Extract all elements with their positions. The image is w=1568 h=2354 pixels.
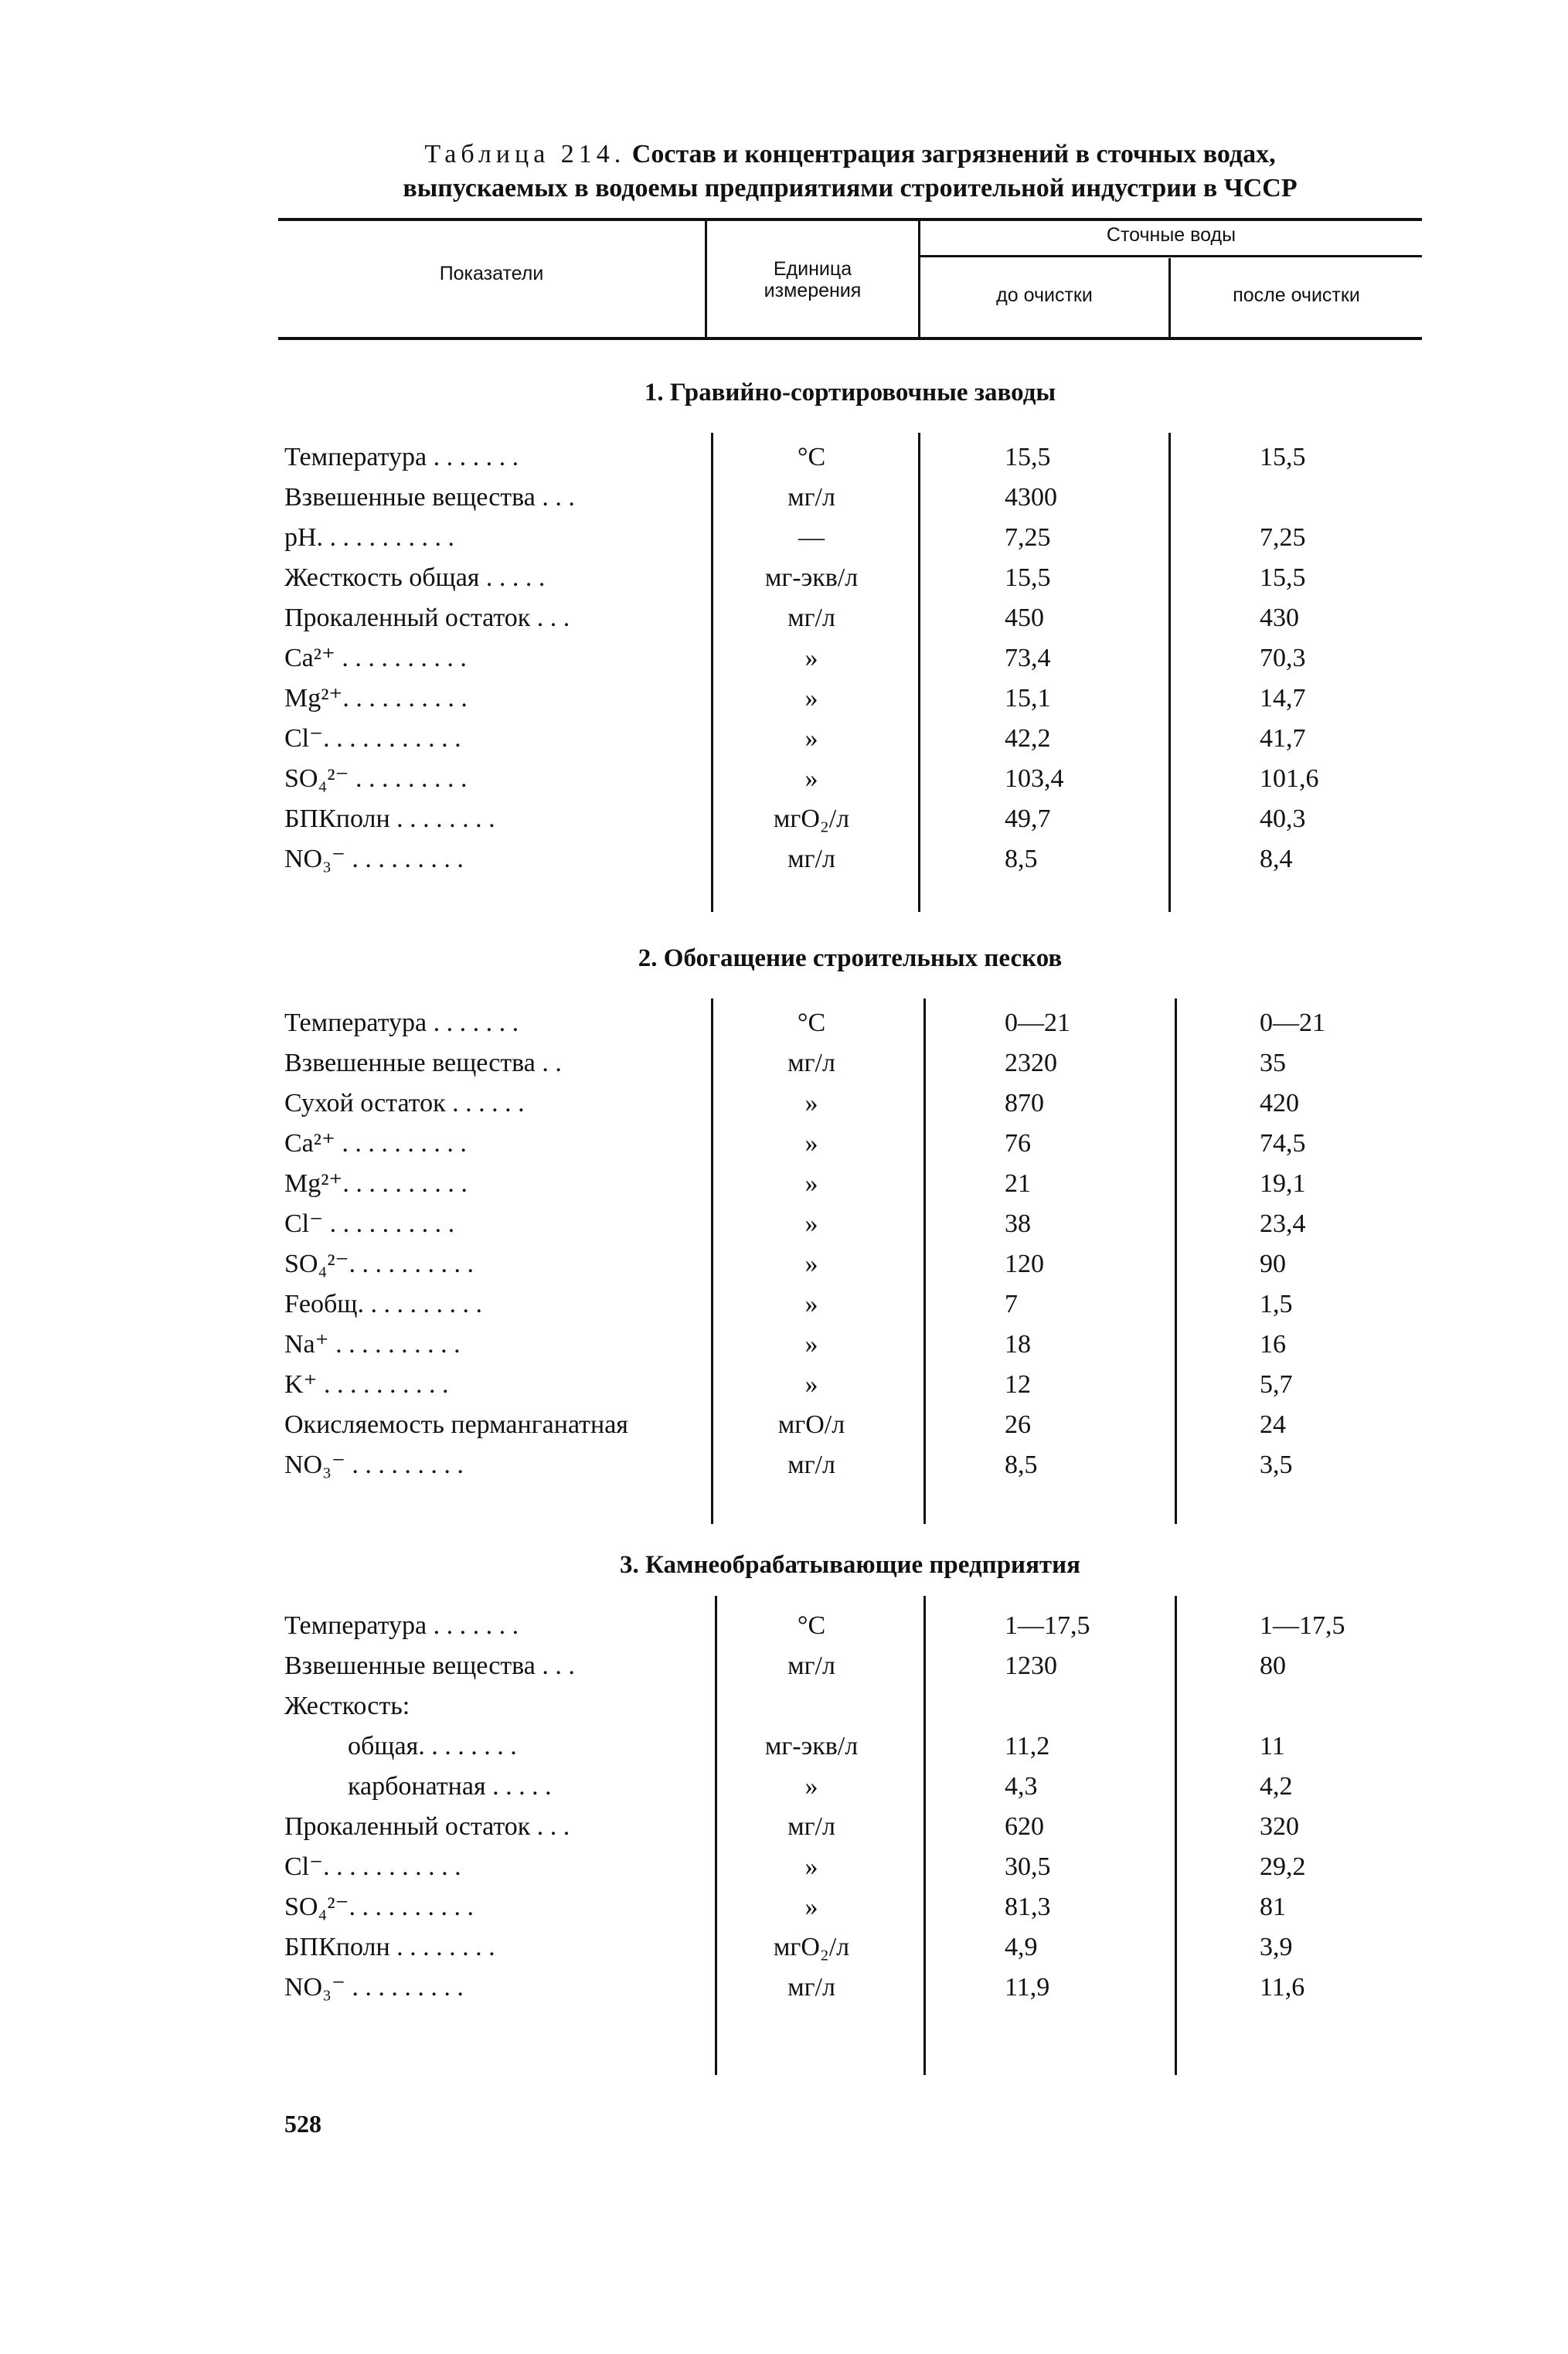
header-unit bbox=[707, 258, 918, 301]
before-treatment-value: 450 bbox=[1005, 604, 1044, 632]
indicator-label: Cl⁻. . . . . . . . . . . bbox=[284, 724, 461, 753]
before-treatment-value: 8,5 bbox=[1005, 845, 1038, 873]
before-treatment-value: 870 bbox=[1005, 1089, 1044, 1117]
caption-prefix: Таблица 214. bbox=[424, 140, 626, 168]
before-treatment-value: 0—21 bbox=[1005, 1009, 1070, 1037]
after-treatment-value: 29,2 bbox=[1260, 1852, 1306, 1881]
table-row bbox=[0, 839, 1568, 879]
header-before: до очистки bbox=[996, 284, 1093, 306]
unit-cell: мг-экв/л bbox=[764, 563, 859, 592]
before-treatment-value: 15,5 bbox=[1005, 443, 1051, 471]
unit-cell: » bbox=[804, 1089, 818, 1117]
table-row bbox=[0, 1244, 1568, 1284]
before-treatment-value: 7,25 bbox=[1005, 523, 1051, 552]
table-row bbox=[0, 1325, 1568, 1365]
after-treatment-value: 5,7 bbox=[1260, 1370, 1293, 1399]
indicator-label: БПКполн . . . . . . . . bbox=[284, 1933, 495, 1961]
indicator-label: Взвешенные вещества . . bbox=[284, 1049, 562, 1077]
caption-text-1: Состав и концентрация загрязнений в сточных водах, bbox=[631, 140, 1276, 168]
after-treatment-value: 8,4 bbox=[1260, 845, 1293, 873]
indicator-label: NO₃⁻ . . . . . . . . . bbox=[284, 1973, 464, 2002]
table-row bbox=[0, 1284, 1568, 1325]
after-treatment-value: 15,5 bbox=[1260, 563, 1306, 592]
header-group-rule bbox=[920, 255, 1422, 257]
indicator-label: Сухой остаток . . . . . . bbox=[284, 1089, 525, 1117]
unit-cell: » bbox=[804, 1209, 818, 1238]
after-treatment-value: 35 bbox=[1260, 1049, 1286, 1077]
indicator-label: Жесткость: bbox=[284, 1692, 410, 1720]
unit-cell: мгO₂/л bbox=[773, 1933, 850, 1961]
unit-cell: мг-экв/л bbox=[764, 1732, 859, 1760]
table-row bbox=[0, 799, 1568, 839]
table-row bbox=[0, 1646, 1568, 1686]
after-treatment-value: 90 bbox=[1260, 1250, 1286, 1278]
indicator-label: Прокаленный остаток . . . bbox=[284, 1812, 570, 1841]
after-treatment-value: 7,25 bbox=[1260, 523, 1306, 552]
after-treatment-value: 1—17,5 bbox=[1260, 1611, 1345, 1640]
after-treatment-value: 420 bbox=[1260, 1089, 1299, 1117]
unit-cell: » bbox=[804, 1852, 818, 1881]
indicator-label: Na⁺ . . . . . . . . . . bbox=[284, 1330, 461, 1359]
unit-cell: мгO₂/л bbox=[773, 805, 850, 833]
after-treatment-value: 74,5 bbox=[1260, 1129, 1306, 1158]
table-row bbox=[0, 1365, 1568, 1405]
after-treatment-value: 1,5 bbox=[1260, 1290, 1293, 1318]
before-treatment-value: 2320 bbox=[1005, 1049, 1057, 1077]
unit-cell: » bbox=[804, 1772, 818, 1801]
table-row bbox=[0, 1968, 1568, 2008]
after-treatment-value: 70,3 bbox=[1260, 644, 1306, 672]
header-wastewater: Сточные воды bbox=[1106, 224, 1236, 246]
unit-cell: мг/л bbox=[787, 1049, 835, 1077]
table-row bbox=[0, 1927, 1568, 1968]
after-treatment-value: 430 bbox=[1260, 604, 1299, 632]
unit-cell: » bbox=[804, 1169, 818, 1198]
indicator-label: Взвешенные вещества . . . bbox=[284, 483, 575, 512]
indicator-label: Cl⁻. . . . . . . . . . . bbox=[284, 1852, 461, 1881]
before-treatment-value: 103,4 bbox=[1005, 764, 1064, 793]
unit-cell: » bbox=[804, 1370, 818, 1399]
after-treatment-value: 40,3 bbox=[1260, 805, 1306, 833]
unit-cell: » bbox=[804, 1893, 818, 1921]
indicator-label: Feобщ. . . . . . . . . . bbox=[284, 1290, 482, 1318]
before-treatment-value: 73,4 bbox=[1005, 644, 1051, 672]
before-treatment-value: 11,9 bbox=[1005, 1973, 1050, 2002]
table-row bbox=[0, 1405, 1568, 1445]
unit-cell: » bbox=[804, 1290, 818, 1318]
before-treatment-value: 26 bbox=[1005, 1410, 1031, 1439]
unit-cell: » bbox=[804, 764, 818, 793]
before-treatment-value: 38 bbox=[1005, 1209, 1031, 1238]
before-treatment-value: 11,2 bbox=[1005, 1732, 1050, 1760]
indicator-label: Mg²⁺. . . . . . . . . . bbox=[284, 1169, 468, 1198]
table-row bbox=[0, 679, 1568, 719]
unit-cell: мг/л bbox=[787, 604, 835, 632]
table-row bbox=[0, 1003, 1568, 1043]
after-treatment-value: 15,5 bbox=[1260, 443, 1306, 471]
after-treatment-value: 3,5 bbox=[1260, 1451, 1293, 1479]
after-treatment-value: 3,9 bbox=[1260, 1933, 1293, 1961]
before-treatment-value: 120 bbox=[1005, 1250, 1044, 1278]
table-row bbox=[0, 478, 1568, 518]
after-treatment-value: 11 bbox=[1260, 1732, 1285, 1760]
after-treatment-value: 23,4 bbox=[1260, 1209, 1306, 1238]
indicator-label: Окисляемость перманганатная bbox=[284, 1410, 628, 1439]
after-treatment-value: 101,6 bbox=[1260, 764, 1319, 793]
indicator-label: БПКполн . . . . . . . . bbox=[284, 805, 495, 833]
after-treatment-value: 80 bbox=[1260, 1652, 1286, 1680]
indicator-label: Взвешенные вещества . . . bbox=[284, 1652, 575, 1680]
before-treatment-value: 49,7 bbox=[1005, 805, 1051, 833]
unit-cell: мг/л bbox=[787, 1451, 835, 1479]
table-row bbox=[0, 1767, 1568, 1807]
unit-cell: » bbox=[804, 1330, 818, 1359]
before-treatment-value: 18 bbox=[1005, 1330, 1031, 1359]
header-unit-line-1: Единица bbox=[773, 258, 852, 280]
indicator-label: SO₄²⁻. . . . . . . . . . bbox=[284, 1893, 474, 1921]
before-treatment-value: 15,5 bbox=[1005, 563, 1051, 592]
before-treatment-value: 8,5 bbox=[1005, 1451, 1038, 1479]
before-treatment-value: 12 bbox=[1005, 1370, 1031, 1399]
before-treatment-value: 30,5 bbox=[1005, 1852, 1051, 1881]
indicator-label: NO₃⁻ . . . . . . . . . bbox=[284, 1451, 464, 1479]
table-row bbox=[0, 1083, 1568, 1124]
indicator-label: Прокаленный остаток . . . bbox=[284, 604, 570, 632]
unit-cell: » bbox=[804, 644, 818, 672]
unit-cell: °С bbox=[797, 443, 826, 471]
table-row bbox=[0, 1606, 1568, 1646]
after-treatment-value: 16 bbox=[1260, 1330, 1286, 1359]
table-row bbox=[0, 1164, 1568, 1204]
unit-cell: » bbox=[804, 724, 818, 753]
table-row bbox=[0, 598, 1568, 638]
indicator-label: карбонатная . . . . . bbox=[348, 1772, 552, 1801]
table-caption bbox=[278, 138, 1422, 206]
after-treatment-value: 0—21 bbox=[1260, 1009, 1325, 1037]
indicator-label: SO₄²⁻ . . . . . . . . . bbox=[284, 764, 468, 793]
table-row bbox=[0, 1807, 1568, 1847]
table-row bbox=[0, 558, 1568, 598]
before-treatment-value: 4300 bbox=[1005, 483, 1057, 512]
before-treatment-value: 76 bbox=[1005, 1129, 1031, 1158]
indicator-label: Cl⁻ . . . . . . . . . . bbox=[284, 1209, 455, 1238]
unit-cell: мг/л bbox=[787, 1973, 835, 2002]
after-treatment-value: 4,2 bbox=[1260, 1772, 1293, 1801]
unit-cell: » bbox=[804, 684, 818, 713]
indicator-label: K⁺ . . . . . . . . . . bbox=[284, 1370, 449, 1399]
indicator-label: Ca²⁺ . . . . . . . . . . bbox=[284, 1129, 467, 1158]
unit-cell: мг/л bbox=[787, 483, 835, 512]
indicator-label: SO₄²⁻. . . . . . . . . . bbox=[284, 1250, 474, 1278]
before-treatment-value: 15,1 bbox=[1005, 684, 1051, 713]
section-title: 2. Обогащение строительных песков bbox=[638, 944, 1063, 972]
unit-cell: мгO/л bbox=[777, 1410, 845, 1439]
unit-cell: — bbox=[798, 523, 825, 552]
section-title: 1. Гравийно-сортировочные заводы bbox=[644, 379, 1056, 407]
before-treatment-value: 4,9 bbox=[1005, 1933, 1038, 1961]
after-treatment-value: 19,1 bbox=[1260, 1169, 1306, 1198]
indicator-label: Температура . . . . . . . bbox=[284, 1611, 519, 1640]
unit-cell: » bbox=[804, 1129, 818, 1158]
caption-line-1 bbox=[278, 138, 1422, 172]
indicator-label: общая. . . . . . . . bbox=[348, 1732, 517, 1760]
indicator-label: Mg²⁺. . . . . . . . . . bbox=[284, 684, 468, 713]
indicator-label: Температура . . . . . . . bbox=[284, 1009, 519, 1037]
before-treatment-value: 42,2 bbox=[1005, 724, 1051, 753]
before-treatment-value: 81,3 bbox=[1005, 1893, 1051, 1921]
table-row bbox=[0, 1204, 1568, 1244]
before-treatment-value: 4,3 bbox=[1005, 1772, 1038, 1801]
table-row bbox=[0, 1847, 1568, 1887]
indicator-label: NO₃⁻ . . . . . . . . . bbox=[284, 845, 464, 873]
table-row bbox=[0, 638, 1568, 679]
table-row bbox=[0, 1887, 1568, 1927]
table-row bbox=[0, 719, 1568, 759]
unit-cell: °С bbox=[797, 1009, 826, 1037]
table-row bbox=[0, 1043, 1568, 1083]
after-treatment-value: 14,7 bbox=[1260, 684, 1306, 713]
before-treatment-value: 21 bbox=[1005, 1169, 1031, 1198]
after-treatment-value: 11,6 bbox=[1260, 1973, 1305, 2002]
before-treatment-value: 1230 bbox=[1005, 1652, 1057, 1680]
indicator-label: Температура . . . . . . . bbox=[284, 443, 519, 471]
unit-cell: мг/л bbox=[787, 1652, 835, 1680]
section-title: 3. Камнеобрабатывающие предприятия bbox=[620, 1551, 1080, 1579]
after-treatment-value: 320 bbox=[1260, 1812, 1299, 1841]
table-row bbox=[0, 437, 1568, 478]
header-after: после очистки bbox=[1233, 284, 1360, 306]
after-treatment-value: 41,7 bbox=[1260, 724, 1306, 753]
page-number: 528 bbox=[284, 2110, 321, 2138]
table-row bbox=[0, 1726, 1568, 1767]
header-unit-line-2: измерения bbox=[764, 280, 862, 301]
table-row bbox=[0, 1686, 1568, 1726]
header-indicators: Показатели bbox=[439, 263, 544, 284]
table-row bbox=[0, 1445, 1568, 1485]
before-treatment-value: 1—17,5 bbox=[1005, 1611, 1090, 1640]
unit-cell: мг/л bbox=[787, 845, 835, 873]
caption-text-2: выпускаемых в водоемы предприятиями строительной индустрии в ЧССР bbox=[403, 174, 1298, 202]
table-row bbox=[0, 1124, 1568, 1164]
table-row bbox=[0, 518, 1568, 558]
header-top-rule bbox=[278, 218, 1422, 221]
after-treatment-value: 24 bbox=[1260, 1410, 1286, 1439]
unit-cell: °С bbox=[797, 1611, 826, 1640]
header-bottom-rule bbox=[278, 337, 1422, 340]
unit-cell: » bbox=[804, 1250, 818, 1278]
unit-cell: мг/л bbox=[787, 1812, 835, 1841]
before-treatment-value: 7 bbox=[1005, 1290, 1018, 1318]
indicator-label: Жесткость общая . . . . . bbox=[284, 563, 546, 592]
table-row bbox=[0, 759, 1568, 799]
indicator-label: pH. . . . . . . . . . . bbox=[284, 523, 455, 552]
indicator-label: Ca²⁺ . . . . . . . . . . bbox=[284, 644, 467, 672]
before-treatment-value: 620 bbox=[1005, 1812, 1044, 1841]
after-treatment-value: 81 bbox=[1260, 1893, 1286, 1921]
